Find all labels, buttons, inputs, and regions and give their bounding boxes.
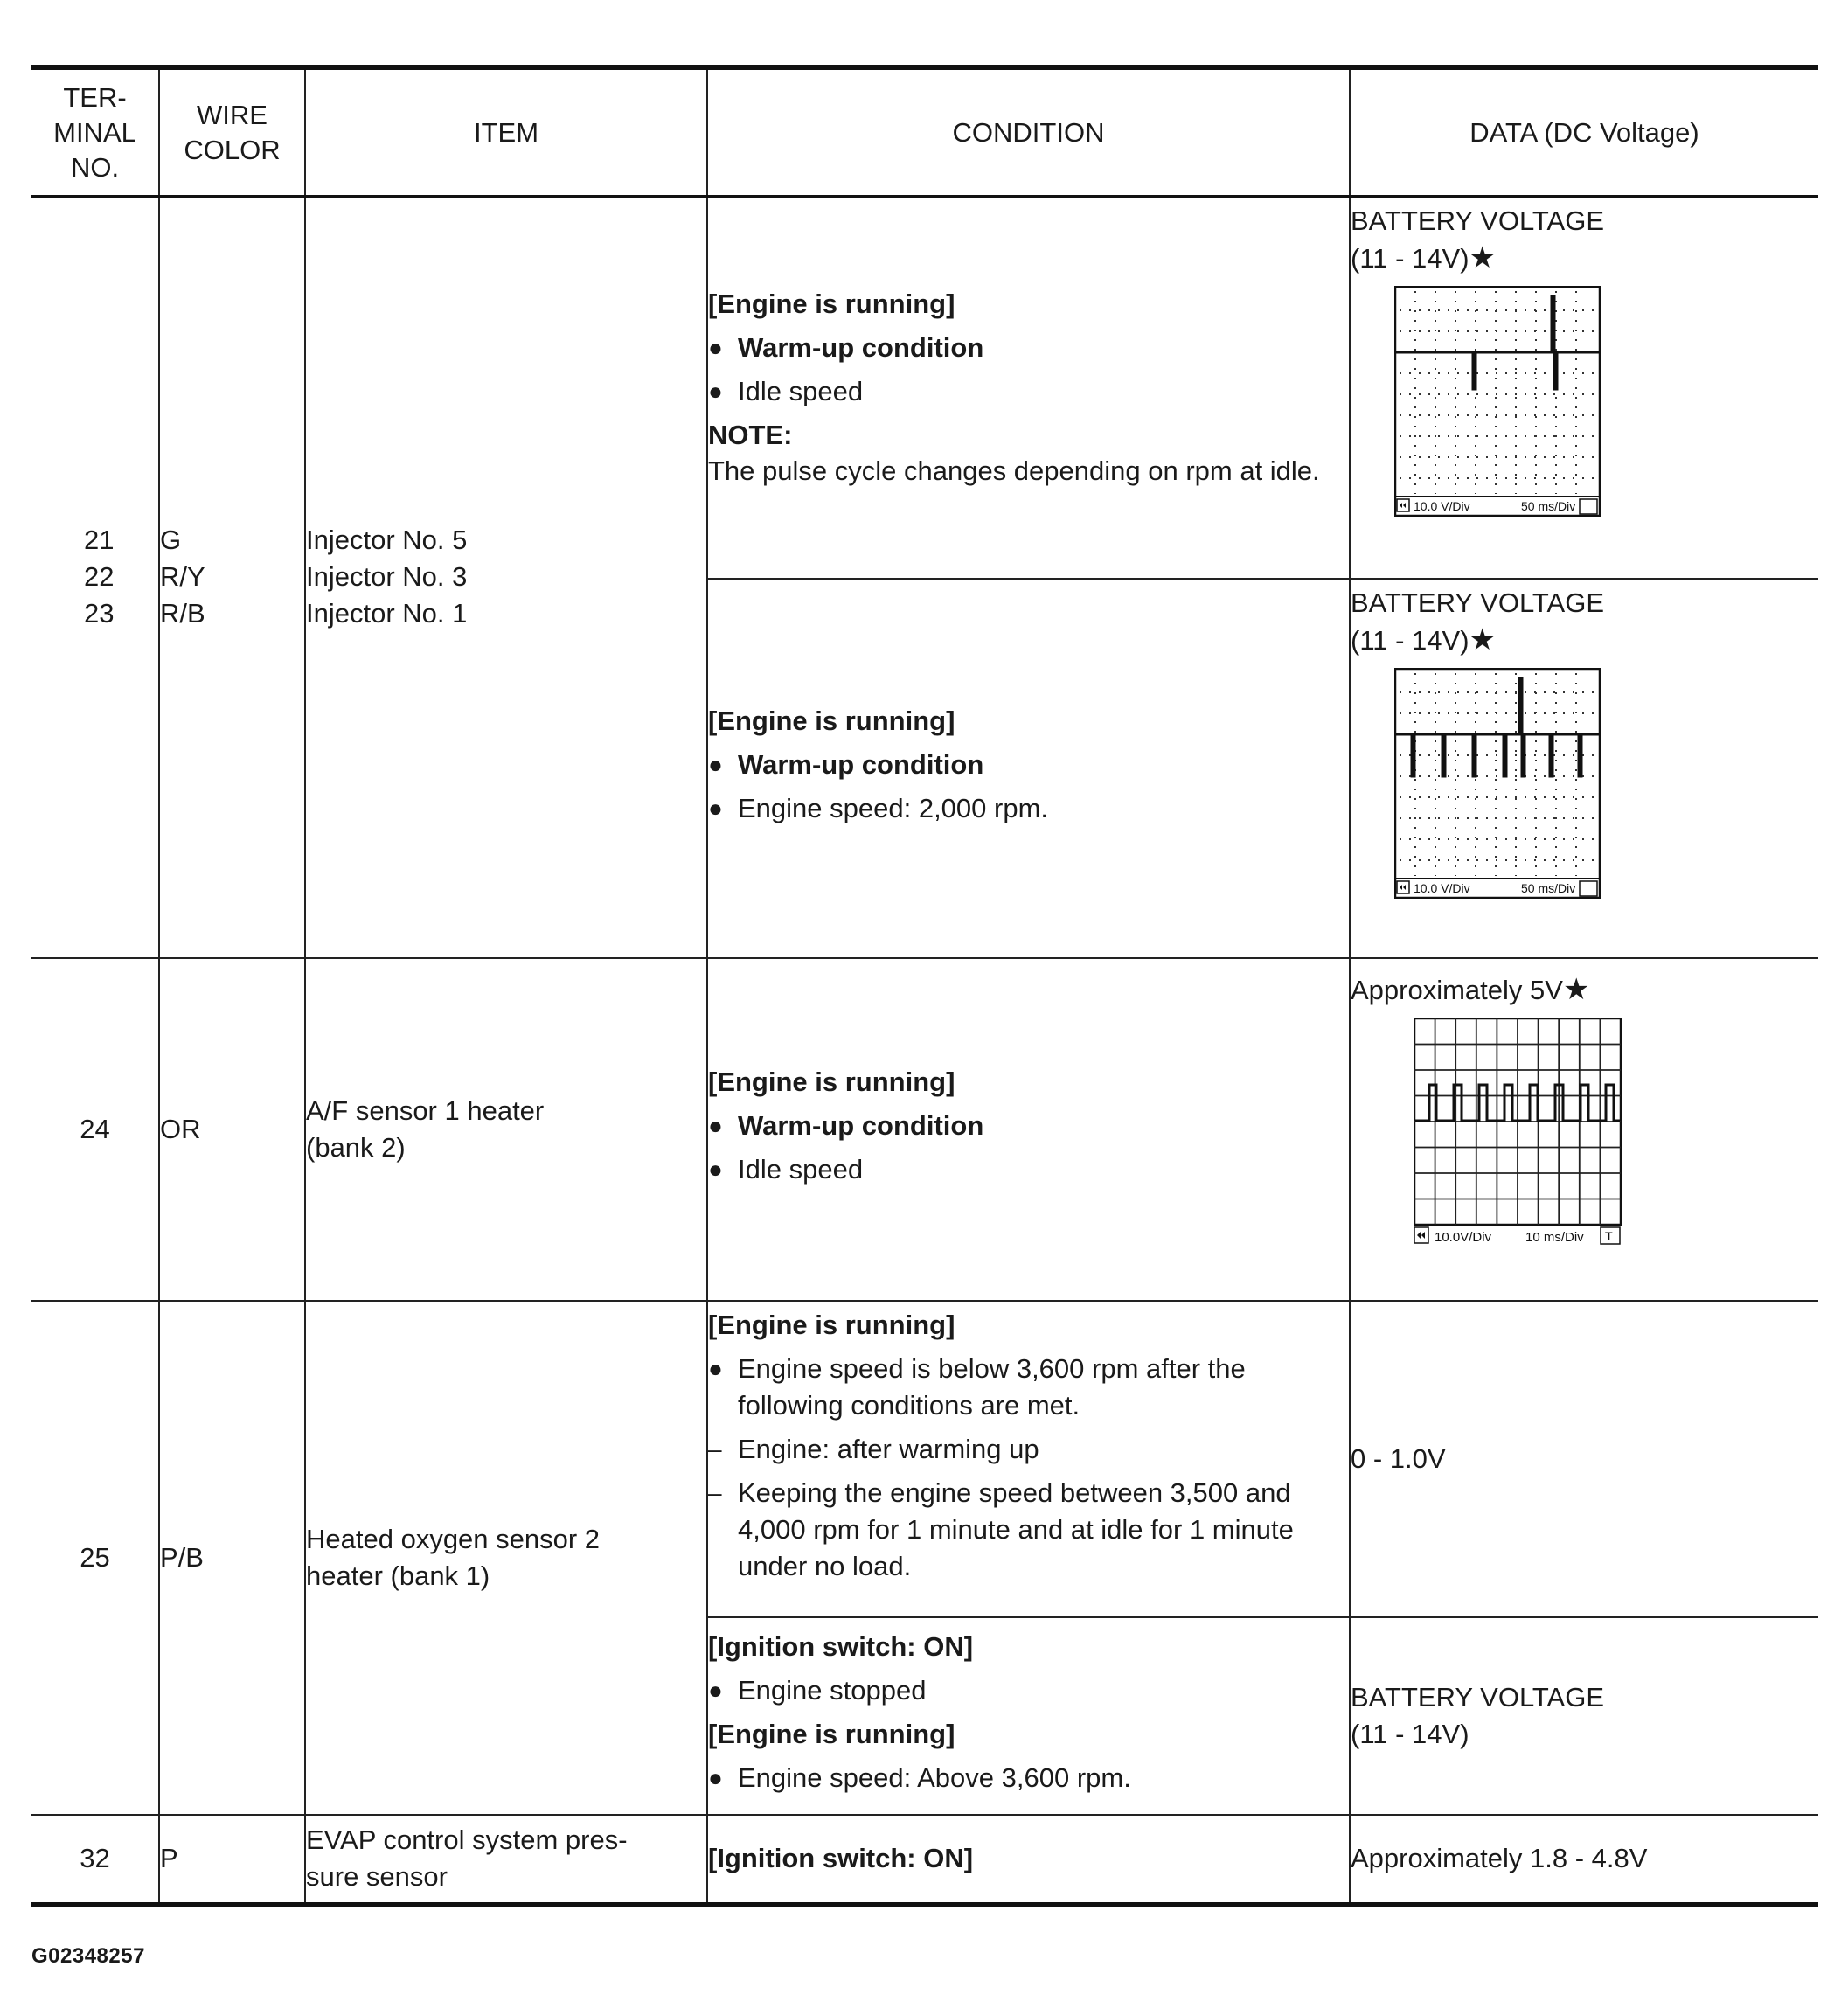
condition-cell: [Ignition switch: ON] ● Engine stopped [Engine is running] ● Engine speed: Above 3,600 rpm. [707,1617,1350,1815]
list-item: ● Idle speed [708,1153,864,1185]
list-item: ● Warm-up condition [708,332,984,364]
condition-cell: [Ignition switch: ON] [707,1815,1350,1905]
oscilloscope-waveform-idle [1394,286,1601,517]
condition-cell: [Engine is running] ● Warm-up condition ● Idle speed [707,958,1350,1301]
condition-cell: [Engine is running] ● Warm-up condition ● Idle speed NOTE: The pulse cycle changes depending on rpm at idle. [707,197,1350,579]
terminal-no-cell: 24 [31,958,159,1301]
list-item: ● Engine speed: Above 3,600 rpm. [708,1761,1131,1793]
scale-volts-label: 10.0 V/Div [1414,880,1470,895]
data-cell: BATTERY VOLTAGE (11 - 14V)★ 10.0 V/Div 50 ms/Div [1350,579,1818,958]
terminal-no-cell: 21 22 23 [31,197,159,958]
note-text: The pulse cycle changes depending on rpm at idle. [708,455,1320,487]
star-icon: ★ [1469,241,1497,274]
scale-time-label: 50 ms/Div [1521,880,1576,895]
scale-volts-label: 10.0V/Div [1435,1229,1492,1245]
item-cell: EVAP control system pres- sure sensor [305,1815,707,1905]
table-row [31,197,1818,579]
list-item: ● Warm-up condition [708,1109,984,1141]
item-cell: Injector No. 5 Injector No. 3 Injector No. 1 [305,197,707,958]
condition-cell: [Engine is running] ● Warm-up condition ● Engine speed: 2,000 rpm. [707,579,1350,958]
header-terminal-no: TER- MINAL NO. [31,67,159,197]
list-item: ● Engine speed is below 3,600 rpm after the following conditions are met. [708,1352,1246,1421]
wire-color-cell: G R/Y R/B [159,197,305,958]
list-item: ● Engine stopped [708,1674,927,1706]
list-item: – Keeping the engine speed between 3,500 and 4,000 rpm for 1 minute and at idle for 1 minute under no load. [708,1477,1294,1581]
list-item: ● Idle speed [708,376,864,407]
star-icon: ★ [1562,972,1590,1006]
header-item: ITEM [305,67,707,197]
ecm-terminal-table [31,65,1818,1907]
note-heading: NOTE: [708,420,793,451]
table-row [31,1815,1818,1905]
oscilloscope-waveform-af-heater [1414,1018,1623,1247]
list-item: – Engine: after warming up [708,1433,1039,1464]
list-item: ● Warm-up condition [708,748,984,780]
header-wire-color: WIRE COLOR [159,67,305,197]
oscilloscope-waveform-2000rpm [1394,668,1601,899]
trigger-label: T [1605,1228,1613,1243]
item-cell: A/F sensor 1 heater (bank 2) [305,958,707,1301]
condition-cell: [Engine is running] ● Engine speed is below 3,600 rpm after the following conditions are met. – Engine: after warming up – Keeping the engine speed between 3,500 and 4,000 rpm for 1 minute and at idle for 1 minute under no load. [707,1301,1350,1617]
wire-color-cell: OR [159,958,305,1301]
data-cell: Approximately 5V★ 10.0V/Div 10 ms/Div T [1350,958,1818,1301]
wire-color-cell: P/B [159,1301,305,1815]
header-row [31,67,1818,197]
wire-color-cell: P [159,1815,305,1905]
terminal-no-cell: 32 [31,1815,159,1905]
data-cell: BATTERY VOLTAGE (11 - 14V) [1350,1617,1818,1815]
scale-time-label: 10 ms/Div [1525,1229,1584,1245]
data-cell: BATTERY VOLTAGE (11 - 14V)★ 10.0 V/Div 50 ms/Div [1350,197,1818,579]
terminal-no-cell: 25 [31,1301,159,1815]
table-row [31,958,1818,1301]
data-cell: 0 - 1.0V [1350,1301,1818,1617]
list-item: ● Engine speed: 2,000 rpm. [708,792,1049,823]
header-data: DATA (DC Voltage) [1350,67,1818,197]
header-condition: CONDITION [707,67,1350,197]
star-icon: ★ [1469,622,1497,657]
scale-time-label: 50 ms/Div [1521,499,1576,513]
data-cell: Approximately 1.8 - 4.8V [1350,1815,1818,1905]
table-row [31,1301,1818,1617]
item-cell: Heated oxygen sensor 2 heater (bank 1) [305,1301,707,1815]
figure-code: G02348257 [31,1944,145,1968]
scale-volts-label: 10.0 V/Div [1414,499,1470,513]
